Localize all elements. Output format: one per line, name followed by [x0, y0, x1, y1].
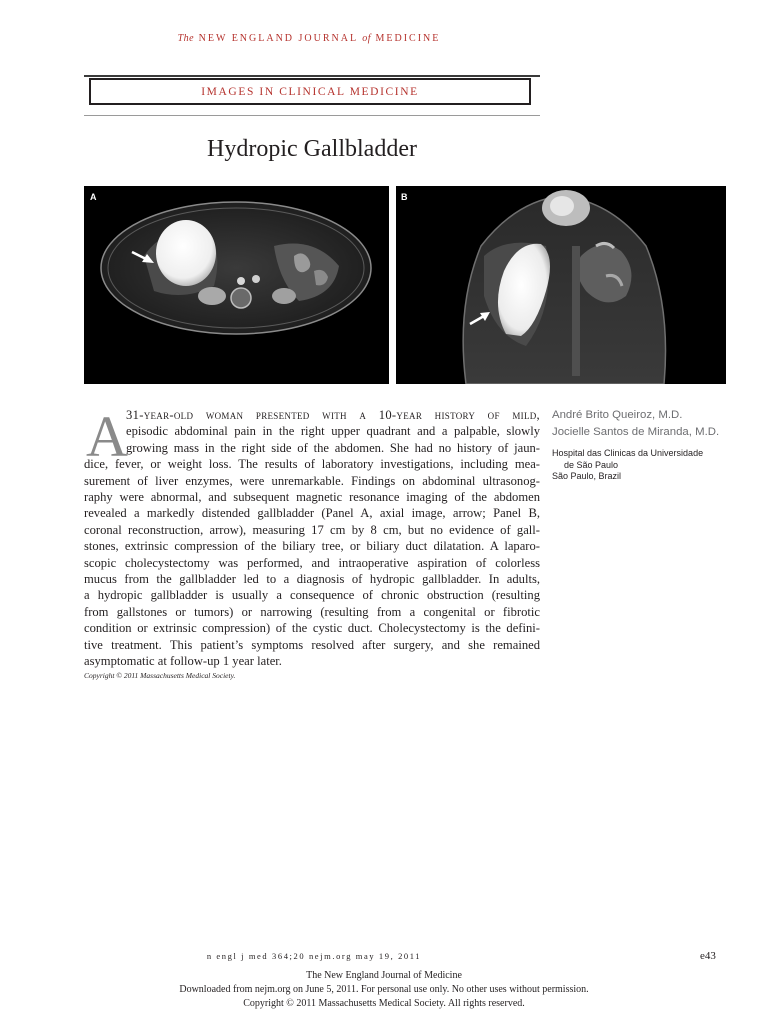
- journal-header-of: of: [362, 33, 371, 44]
- article-line: scopic cholecystectomy was performed, and intraoperative aspiration of colorless: [84, 555, 540, 570]
- article-line: mucus from the gallbladder led to a diagnosis of hydropic gallbladder. In adults,: [84, 572, 540, 586]
- article-line: 31-year-old woman presented with a 10-year history of mild,: [126, 408, 540, 422]
- article-line: condition or extrinsic compression) of the cystic duct. Cholecystectomy is the defini-: [84, 621, 540, 636]
- journal-citation: n engl j med 364;20 nejm.org may 19, 2011: [206, 951, 422, 961]
- article-line: episodic abdominal pain in the right upper quadrant and a palpable, slowly: [126, 424, 540, 439]
- mri-coronal-image: [396, 186, 726, 384]
- journal-header-name: NEW ENGLAND JOURNAL: [198, 33, 358, 44]
- drop-cap: A: [86, 404, 128, 469]
- affiliation-line: de São Paulo: [564, 459, 619, 470]
- page-title: Hydropic Gallbladder: [207, 136, 417, 162]
- article-line: stones, extrinsic compression of the biliary tree, or biliary duct dilatation. A laparo-: [84, 539, 540, 554]
- article-line: a hydropic gallbladder is usually a consequence of chronic obstruction (resulting: [84, 588, 540, 603]
- affiliation-line: São Paulo, Brazil: [552, 471, 622, 482]
- article-line: surement of liver enzymes, were unremarkable. Findings on abdominal ultrasonog-: [84, 473, 540, 488]
- article-line: dice, fever, or weight loss. The results of laboratory investigations, including mea-: [84, 457, 540, 472]
- article-line: tive treatment. This patient’s symptoms resolved after surgery, and she remained: [84, 637, 540, 652]
- author-name: André Brito Queiroz, M.D.: [552, 409, 683, 421]
- mri-panel-a: [84, 186, 389, 384]
- affiliation-line: Hospital das Clinicas da Universidade: [552, 448, 704, 458]
- article-line: from gallstones or tumors) or narrowing (resulting from a congenital or fibrotic: [84, 604, 540, 619]
- mri-axial-image: [84, 186, 389, 384]
- article-line: raphy were abnormal, and subsequent magnetic resonance imaging of the abdomen: [84, 490, 540, 504]
- article-line: growing mass in the right side of the abdomen. She had no history of jaun-: [126, 440, 540, 455]
- mri-panel-b: [396, 186, 726, 384]
- panel-a-label: A: [90, 192, 97, 202]
- journal-header: [0, 33, 618, 44]
- article-copyright: Copyright © 2011 Massachusetts Medical Society.: [84, 671, 236, 680]
- download-copyright: Copyright © 2011 Massachusetts Medical Society. All rights reserved.: [243, 998, 525, 1009]
- author-affiliation: [552, 448, 752, 483]
- article-line: asymptomatic at follow-up 1 year later.: [84, 654, 282, 668]
- article-line: revealed a markedly distended gallbladder (Panel A, axial image, arrow; Panel B,: [84, 506, 540, 521]
- journal-header-the: The: [177, 33, 195, 44]
- page-number: e43: [700, 950, 716, 962]
- panel-b-label: B: [401, 192, 408, 202]
- author-name: Jocielle Santos de Miranda, M.D.: [552, 425, 720, 438]
- author-list: [552, 407, 752, 440]
- section-label: IMAGES IN CLINICAL MEDICINE: [89, 78, 531, 105]
- journal-header-medicine: MEDICINE: [375, 33, 441, 44]
- download-notice-title: The New England Journal of Medicine: [306, 970, 462, 981]
- download-notice: Downloaded from nejm.org on June 5, 2011. For personal use only. No other uses without permission.: [179, 984, 589, 995]
- article-line: coronal reconstruction, arrow), measuring 17 cm by 8 cm, but no evidence of gall-: [84, 522, 540, 537]
